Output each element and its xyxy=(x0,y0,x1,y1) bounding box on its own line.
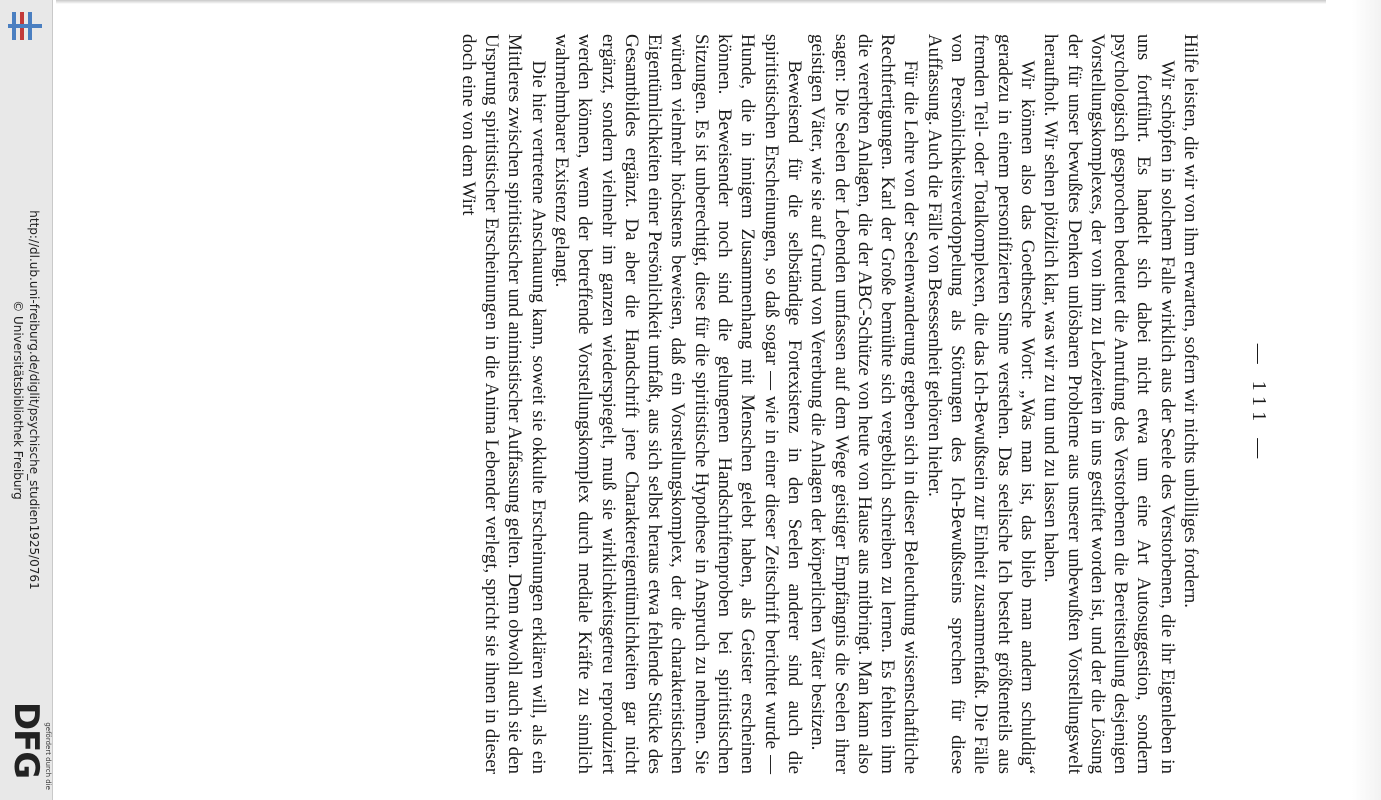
paragraph-6: Die hier vertretene Anschauung kann, soweit sie okkulte Erscheinungen erklären will, als ein Mittleres zwischen spiritistischer und animistischer Auffassung gelten. Denn obwohl auch sie den Ursprung spiritistischer Erscheinungen in die Anima Lebender verlegt, spricht sie ihnen in dieser doch eine von dem Wirt xyxy=(457,34,549,774)
paragraph-2: Wir schöpfen in solchem Falle wirklich aus der Seele des Verstorbenen, die ihr Eigenleben in uns fortführt. Es handelt sich dabei nicht etwa um eine Art Autosuggestion, sondern psychologisch gesprochen bedeutet die Anrufung des Verstorbenen die Bereitstellung desjenigen Vorstellungskomplexes, der von ihm zu Lebzeiten in uns gestiftet worden ist, und der die Lösung der für unser bewußtes Denken unlösbaren Probleme aus unserer unbewußten Vorstellungswelt heraufholt. Wir sehen plötzlich klar, was wir zu tun und zu lassen haben. xyxy=(1040,34,1178,774)
paragraph-5: Beweisend für die selbständige Fortexistenz in den Seelen anderer sind auch die spiritistischen Erscheinungen, so daß sogar — wie in einer dieser Zeitschrift berichtet wurde — Hunde, die in innigem Zusammenhang mit Menschen gelebt haben, als Geister erscheinen können. Beweisender noch sind die gelungenen Handschriftenproben bei spiritistischen Sitzungen. Es ist unberechtigt, diese für die spiritistische Hypothese in Anspruch zu nehmen. Sie würden vielmehr höchstens beweisen, daß ein Vorstellungskomplex, der die charakteristischen Eigentümlichkeiten einer Persönlichkeit umfaßt, aus sich selbst heraus etwa fehlende Stücke des Gesamtbildes ergänzt. Da aber die Handschrift jene Charaktereigentümlichkeiten gar nicht ergänzt, sondern vielmehr im ganzen wiederspiegelt, muß sie wirklichkeitsgetreu reproduziert werden können, wenn der betreffende Vorstellungskomplex durch mediale Kräfte zu sinnlich wahrnehmbarer Existenz gelangt. xyxy=(550,34,805,774)
copyright-notice: © Universitätsbibliothek Freiburg xyxy=(11,300,25,500)
page-edge-top xyxy=(56,0,1326,4)
dfg-logo-text: DFG xyxy=(6,701,46,779)
scanned-page xyxy=(110,34,1270,774)
paragraph-1: Hilfe leisten, die wir von ihm erwarten, sofern wir nichts unbilliges fordern. xyxy=(1180,34,1201,608)
viewer-sidebar xyxy=(0,0,53,800)
paragraph-4: Für die Lehre von der Seelenwanderung ergeben sich in dieser Beleuchtung wissenschaftliche Rechtfertigungen. Karl der Große bemühte sich vergeblich schreiben zu lernen. Es fehlten ihm die vererbten Anlagen, die der ABC-Schütze von heute von Hause aus mitbringt. Man kann also sagen: Die Seelen der Lebenden umfassen auf dem Wege geistiger Empfängnis die Seelen ihrer geistigen Väter, wie sie auf Grund von Vererbung die Anlagen der körperlichen Väter besitzen. xyxy=(807,34,922,774)
dfg-logo-icon[interactable] xyxy=(0,684,52,796)
permalink-url[interactable]: http://dl.ub.uni-freiburg.de/diglit/psychische_studien1925/0761 xyxy=(27,210,41,590)
page-number: — 111 — xyxy=(1248,343,1270,465)
sidebar-citation xyxy=(10,210,42,589)
page-edge-right xyxy=(1352,0,1381,800)
ub-freiburg-logo-icon[interactable] xyxy=(6,6,46,46)
dfg-funded-label: gefördert durch die xyxy=(44,722,52,790)
paragraph-3: Wir können also das Goethesche Wort: „Was man ist, das blieb man andern schuldig“ geradezu in einem personifizierten Sinne verstehen. Das seelische Ich besteht größtenteils aus fremden Teil- oder Totalkomplexen, die das Ich-Bewußtsein zur Einheit zusammenfaßt. Die Fälle von Persönlichkeitsverdoppelung als Störungen des Ich-Bewußtseins sprechen für diese Auffassung. Auch die Fälle von Besessenheit gehören hieher. xyxy=(923,34,1038,774)
